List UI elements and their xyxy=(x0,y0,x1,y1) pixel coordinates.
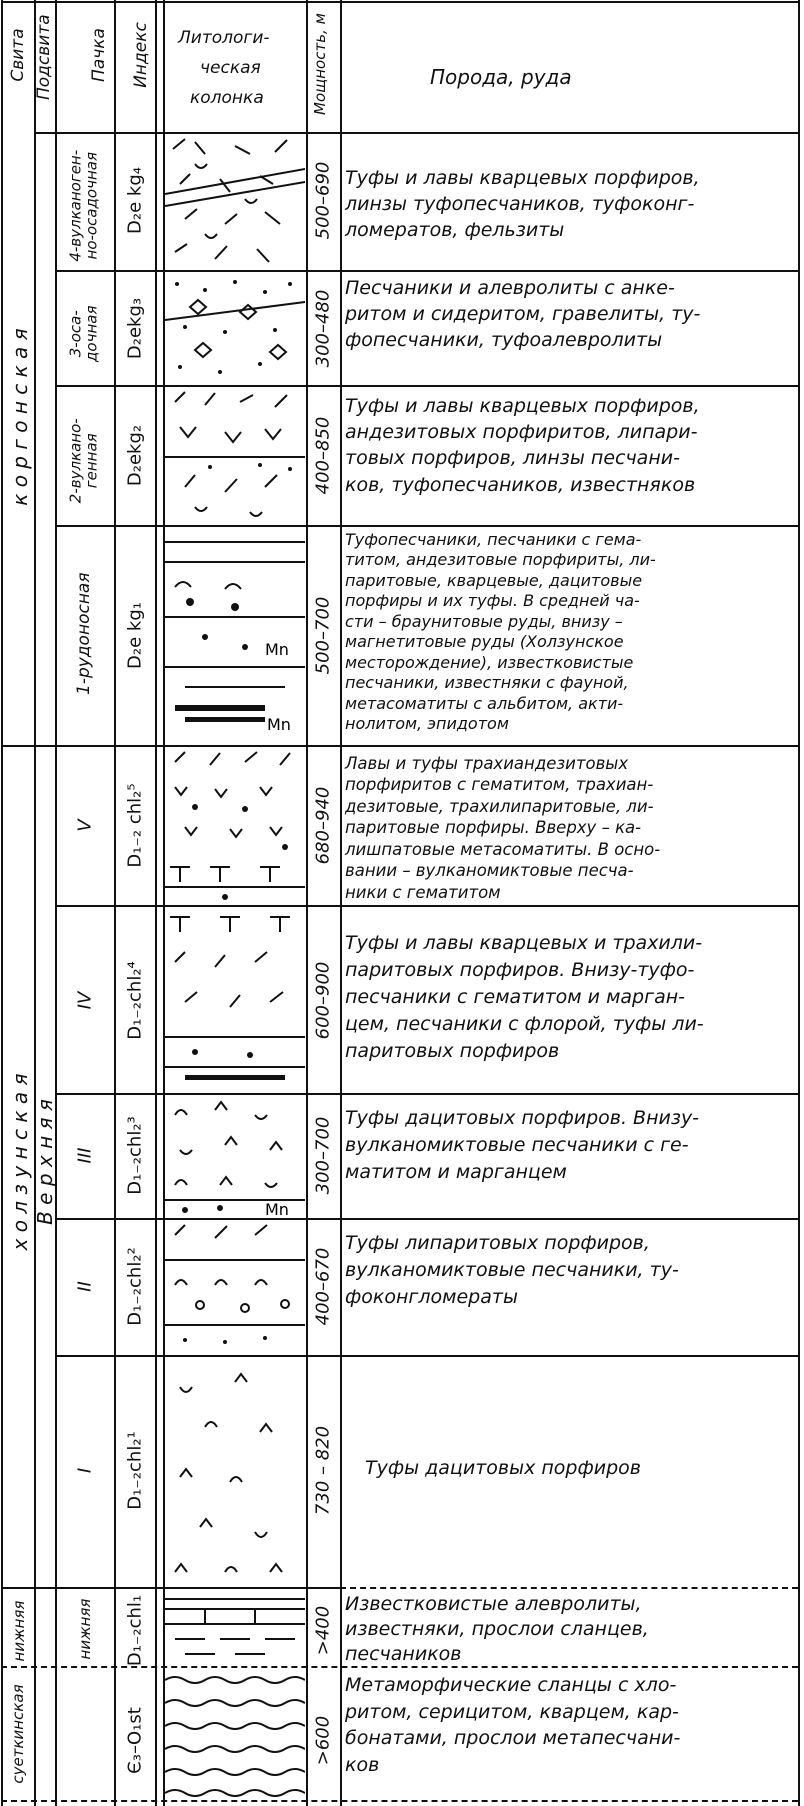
litho-kg2 xyxy=(165,387,305,525)
litho-chl3 xyxy=(165,1095,305,1218)
pachka-v: V xyxy=(74,819,96,832)
desc-chl5 xyxy=(345,753,795,903)
thickness-chl2: 400–670 xyxy=(312,1247,334,1326)
svita-suetkin: суеткинская xyxy=(9,1684,27,1784)
desc-line: Туфы и лавы кварцевых порфиров, xyxy=(345,167,700,189)
litho-kg1 xyxy=(165,527,305,745)
desc-line: нолитом, эпидотом xyxy=(345,714,509,734)
desc-line: Туфы и лавы кварцевых порфиров, xyxy=(345,395,700,417)
pachka-1: 1-рудоносная xyxy=(74,572,94,695)
index-kg2: D₂ekg₂ xyxy=(124,424,146,487)
litho-kg3 xyxy=(165,272,305,385)
index-chl1: D₁₋₂chl₁ xyxy=(124,1594,146,1667)
desc-chl1 xyxy=(345,1592,795,1667)
desc-line: ломератов, фельзиты xyxy=(345,219,565,242)
thickness-kg2: 400–850 xyxy=(312,416,334,495)
desc-line: товых порфиров, линзы песчани- xyxy=(345,447,680,470)
desc-line: ков, туфопесчаников, известняков xyxy=(345,473,696,496)
desc-line: Туфы дацитовых порфиров. Внизу- xyxy=(345,1107,700,1129)
desc-line: вулканомиктовые песчаники с ге- xyxy=(345,1133,689,1156)
header-litho-1: Литологи- xyxy=(178,28,270,48)
thickness-kg3: 300–480 xyxy=(312,289,334,368)
desc-line: Туфы дацитовых порфиров xyxy=(365,1457,641,1479)
desc-kg4 xyxy=(345,165,795,244)
podsvita-nizh: нижняя xyxy=(10,1600,28,1662)
svita-korgon: к о р г о н с к а я xyxy=(8,328,32,506)
desc-line: дезитовые, трахилипаритовые, ли- xyxy=(345,796,654,816)
desc-line: линзы туфопесчаников, туфоконг- xyxy=(345,193,695,216)
header-thickness: Мощность, м xyxy=(311,13,329,115)
thickness-kg1: 500–700 xyxy=(312,596,334,675)
pachka-2: 2-вулкано-генная xyxy=(66,418,100,504)
desc-chl2 xyxy=(345,1230,795,1311)
desc-line: матитом и марганцем xyxy=(345,1160,567,1183)
pachka-nizh: нижняя xyxy=(76,1598,94,1660)
pachka-i: I xyxy=(74,1467,96,1474)
desc-line: магнетитовые руды (Холзунское xyxy=(345,632,624,652)
desc-line: вулканомиктовые песчаники, ту- xyxy=(345,1258,679,1281)
index-chl3: D₁₋₂chl₂³ xyxy=(124,1116,146,1195)
header-index: Индекс xyxy=(131,22,151,88)
index-kg3: D₂ekg₃ xyxy=(124,297,146,360)
thickness-chl5: 680–940 xyxy=(312,786,334,865)
desc-line: Известковистые алевролиты, xyxy=(345,1593,642,1615)
header-litho-2: ческая xyxy=(200,58,261,78)
desc-line: паритовых порфиров xyxy=(345,1039,560,1062)
desc-line: месторождение), известковистые xyxy=(345,652,634,672)
desc-line: титом, андезитовые порфириты, ли- xyxy=(345,550,656,570)
desc-line: Туфы и лавы кварцевых и трахили- xyxy=(345,932,703,954)
thickness-chl1up: 730 – 820 xyxy=(312,1425,334,1516)
desc-kg1 xyxy=(345,530,795,735)
litho-chl1 xyxy=(165,1589,305,1666)
desc-line: вании – вулканомиктовые песча- xyxy=(345,861,634,881)
pachka-ii: II xyxy=(74,1281,96,1292)
desc-line: цем, песчаники с флорой, туфы ли- xyxy=(345,1012,704,1035)
mn-label-1: Mn xyxy=(265,640,289,659)
desc-line: бонатами, прослои метапесчани- xyxy=(345,1727,681,1750)
desc-line: лишпатовые метасоматиты. В осно- xyxy=(345,839,661,859)
litho-chl5 xyxy=(165,747,305,905)
thickness-kg4: 500–690 xyxy=(312,161,334,240)
desc-line: ритом, серицитом, кварцем, кар- xyxy=(345,1700,679,1723)
litho-chl2 xyxy=(165,1220,305,1355)
desc-line: песчаники с гематитом и марган- xyxy=(345,985,686,1008)
desc-line: ков xyxy=(345,1753,380,1776)
desc-line: песчаников xyxy=(345,1643,462,1666)
header-svita: Свита xyxy=(8,28,28,82)
desc-chl4 xyxy=(345,930,795,1065)
thickness-chl4: 600–900 xyxy=(312,961,334,1040)
index-chl5: D₁₋₂ chl₂⁵ xyxy=(124,783,146,868)
header-litho-3: колонка xyxy=(190,88,264,108)
pachka-3: 3-оса-дочная xyxy=(66,305,100,362)
desc-kg2 xyxy=(345,393,795,498)
index-chl1up: D₁₋₂chl₂¹ xyxy=(124,1431,146,1510)
desc-line: Лавы и туфы трахиандезитовых xyxy=(345,754,629,773)
desc-line: Метаморфические сланцы с хло- xyxy=(345,1674,677,1696)
index-st: Є₃–O₁st xyxy=(124,1707,146,1774)
litho-chl1up xyxy=(165,1357,305,1587)
desc-line: фопесчаники, туфоалевролиты xyxy=(345,329,663,352)
litho-st xyxy=(165,1668,305,1800)
index-chl4: D₁₋₂chl₂⁴ xyxy=(124,961,146,1040)
desc-line: паритовые, кварцевые, дацитовые xyxy=(345,570,643,590)
desc-line: паритовые порфиры. Вверху – ка- xyxy=(345,818,642,838)
mn-label-2: Mn xyxy=(267,715,291,734)
desc-chl3 xyxy=(345,1105,795,1186)
index-chl2: D₁₋₂chl₂² xyxy=(124,1247,146,1326)
thickness-chl3: 300–700 xyxy=(312,1116,334,1195)
desc-line: порфиритов с гематитом, трахиан- xyxy=(345,775,654,795)
pachka-iii: III xyxy=(74,1147,96,1164)
desc-kg3 xyxy=(345,275,795,354)
desc-line: порфиры и их туфы. В средней ча- xyxy=(345,591,640,611)
desc-chl1up xyxy=(365,1455,804,1481)
desc-line: известняки, прослои сланцев, xyxy=(345,1618,649,1641)
desc-line: андезитовых порфиритов, липари- xyxy=(345,421,698,444)
desc-line: метасоматиты с альбитом, акти- xyxy=(345,693,624,713)
desc-line: Песчаники и алевролиты с анке- xyxy=(345,277,675,299)
pachka-iv: IV xyxy=(74,991,96,1010)
thickness-st: >600 xyxy=(312,1715,334,1766)
header-pachka: Пачка xyxy=(89,28,109,82)
desc-line: ники с гематитом xyxy=(345,882,501,902)
litho-kg4 xyxy=(165,134,305,270)
litho-chl4 xyxy=(165,907,305,1093)
desc-line: ритом и сидеритом, гравелиты, ту- xyxy=(345,303,701,326)
header-podsvita: Подсвита xyxy=(34,14,54,100)
desc-line: Туфы липаритовых порфиров, xyxy=(345,1232,650,1254)
desc-line: фоконгломераты xyxy=(345,1285,518,1308)
pachka-4: 4-вулканоген-но-осадочная xyxy=(66,149,100,262)
desc-line: песчаники, известняки с фауной, xyxy=(345,673,629,693)
desc-line: Туфопесчаники, песчаники с гема- xyxy=(345,530,642,549)
desc-st xyxy=(345,1672,795,1778)
mn-label-3: Mn xyxy=(265,1200,289,1218)
podsvita-verkh: В е р х н я я xyxy=(33,1099,57,1225)
svita-kholzun: х о л з у н с к а я xyxy=(8,1073,32,1251)
desc-line: паритовых порфиров. Внизу-туфо- xyxy=(345,958,695,981)
thickness-chl1: >400 xyxy=(312,1605,334,1656)
index-kg1: D₂e kg₁ xyxy=(124,602,146,669)
desc-line: сти – браунитовые руды, внизу – xyxy=(345,611,623,631)
header-rock: Порода, руда xyxy=(430,65,572,89)
index-kg4: D₂e kg₄ xyxy=(124,167,146,234)
